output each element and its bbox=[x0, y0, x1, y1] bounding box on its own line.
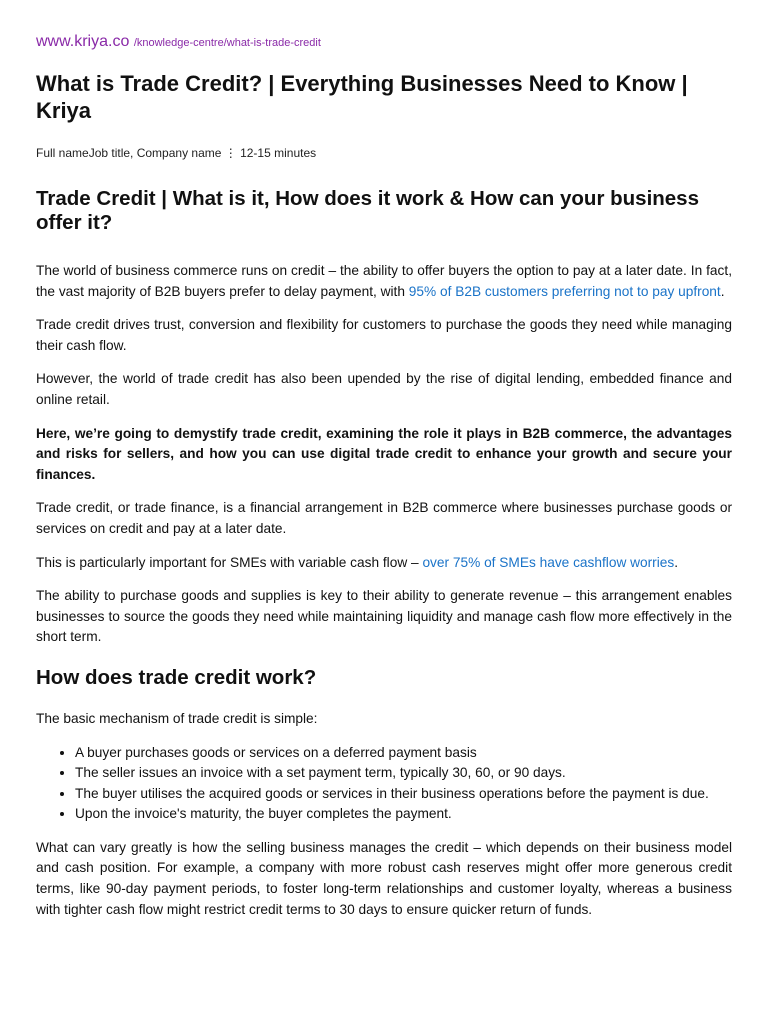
article-body bbox=[36, 187, 732, 920]
paragraph-definition: Trade credit, or trade finance, is a financial arrangement in B2B commerce where businesses purchase goods or services on credit and pay at a later date. bbox=[36, 500, 732, 536]
paragraph-credit-management: What can vary greatly is how the selling business manages the credit – which depends on their business model and cash position. For example, a company with more robust cash reserves might offer more generous credit terms, like 90-day payment periods, to foster long-term relationships and customer loyalty, whereas a business with tighter cash flow might restrict credit terms to 30 days to ensure quicker return of funds. bbox=[36, 839, 732, 917]
paragraph-ability: The ability to purchase goods and supplies is key to their ability to generate revenue – this arrangement enables businesses to source the goods they need while maintaining liquidity and manage cash flow more effectively in the short term. bbox=[36, 588, 732, 645]
paragraph-mechanism: The basic mechanism of trade credit is simple: bbox=[36, 710, 318, 726]
paragraph-demystify: Here, we’re going to demystify trade credit, examining the role it plays in B2B commerce, the advantages and risks for sellers, and how you can use digital trade credit to enhance your growth and secure your finances. bbox=[36, 425, 732, 482]
paragraph-intro-text: The world of business commerce runs on credit – the ability to offer buyers the option to pay at a later date. In fact, the vast majority of B2B buyers prefer to delay payment, with bbox=[36, 263, 732, 299]
list-item: • A buyer purchases goods or services on a deferred payment basis bbox=[75, 743, 732, 764]
link-b2b-customers[interactable]: 95% of B2B customers preferring not to pay upfront bbox=[408, 283, 721, 299]
paragraph-digital-lending: However, the world of trade credit has also been upended by the rise of digital lending, embedded finance and online retail. bbox=[36, 371, 732, 407]
url-domain[interactable]: www.kriya.co bbox=[36, 33, 130, 50]
page-title: What is Trade Credit? | Everything Businesses Need to Know | Kriya bbox=[36, 71, 688, 123]
link-sme-cashflow[interactable]: over 75% of SMEs have cashflow worries bbox=[422, 554, 675, 570]
paragraph-smes bbox=[36, 553, 732, 574]
url-path[interactable]: /knowledge-centre/what-is-trade-credit bbox=[133, 37, 321, 49]
paragraph-intro bbox=[36, 261, 732, 302]
list-item: • Upon the invoice's maturity, the buyer completes the payment. bbox=[75, 804, 732, 825]
list-item: • The buyer utilises the acquired goods or services in their business operations before the payment is due. bbox=[75, 784, 732, 805]
paragraph-smes-text: This is particularly important for SMEs with variable cash flow – bbox=[36, 554, 423, 570]
mechanism-list bbox=[36, 743, 732, 825]
paragraph-trust: Trade credit drives trust, conversion and flexibility for customers to purchase the goods they need while managing their cash flow. bbox=[36, 317, 732, 353]
page-url[interactable] bbox=[36, 33, 321, 51]
paragraph-smes-end: . bbox=[674, 554, 679, 570]
section-heading-trade-credit: Trade Credit | What is it, How does it work & How can your business offer it? bbox=[36, 187, 699, 234]
article-meta: Full nameJob title, Company name ⋮ 12-15 minutes bbox=[36, 146, 317, 160]
list-item: • The seller issues an invoice with a set payment term, typically 30, 60, or 90 days. bbox=[75, 763, 732, 784]
paragraph-intro-end: . bbox=[720, 283, 725, 299]
section-heading-how-it-works: How does trade credit work? bbox=[36, 665, 317, 689]
